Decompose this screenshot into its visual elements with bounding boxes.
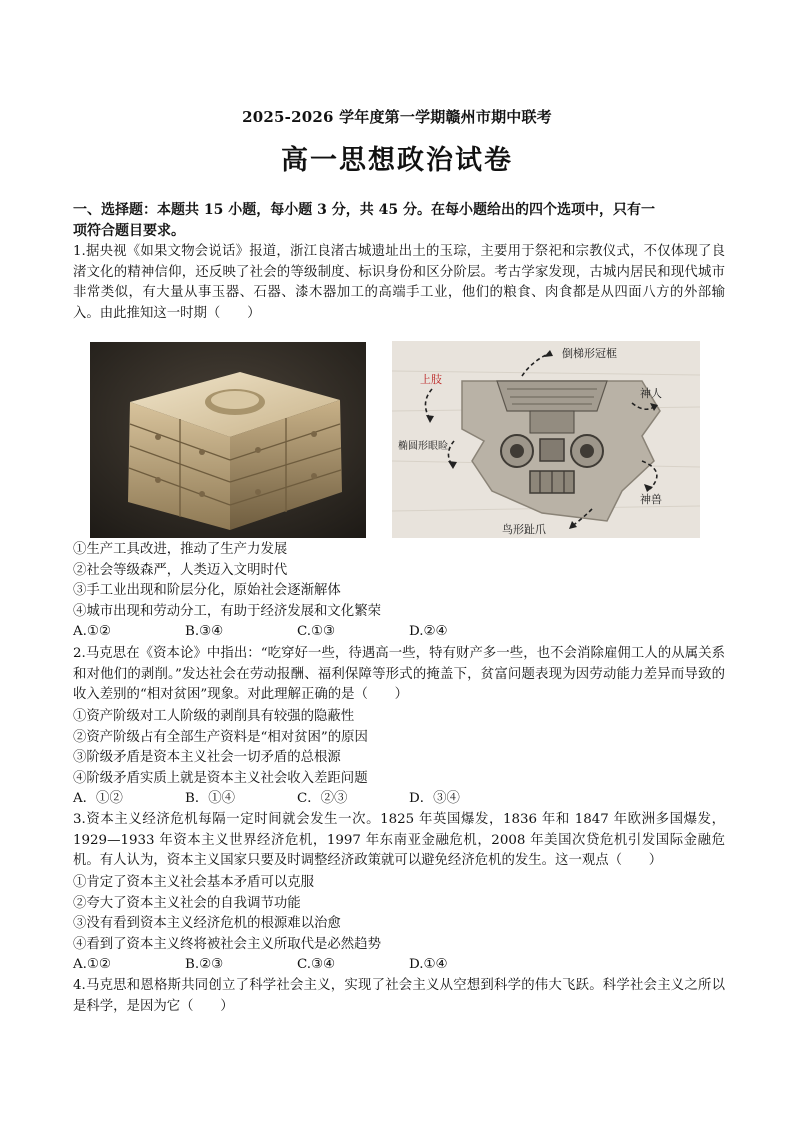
q2-choices — [73, 789, 725, 809]
q3-option-3: ③没有看到资本主义经济危机的根源难以治愈 — [73, 916, 341, 931]
q2-option-3: ③阶级矛盾是资本主义社会一切矛盾的总根源 — [73, 750, 341, 765]
q2-option-2: ②资产阶级占有全部生产资料是“相对贫困”的原因 — [73, 729, 368, 745]
q1-option-3: ③手工业出现和阶层分化，原始社会逐渐解体 — [73, 583, 341, 598]
jade-cong-photo — [90, 342, 366, 538]
label-deity: 神人 — [640, 387, 662, 400]
q2-choice-d[interactable]: D．③④ — [409, 791, 460, 806]
q3-choice-b[interactable]: B.②③ — [185, 957, 224, 972]
question-2-options — [73, 707, 725, 809]
question-4-stem: 4.马克思和恩格斯共同创立了科学社会主义，实现了社会主义从空想到科学的伟大飞跃。科学社会主义之所以是科学，是因为它（ ） — [73, 978, 725, 1014]
exam-title: 2025-2026 学年度第一学期赣州市期中联考 — [242, 108, 552, 126]
q3-option-4: ④看到了资本主义终将被社会主义所取代是必然趋势 — [73, 936, 381, 952]
q2-option-4: ④阶级矛盾实质上就是资本主义社会收入差距问题 — [73, 770, 368, 786]
q3-choice-a[interactable]: A.①② — [73, 957, 111, 972]
q1-choice-c[interactable]: C.①③ — [297, 624, 336, 639]
q1-choices — [73, 622, 725, 642]
section-heading-line2: 项符合题目要求。 — [73, 223, 185, 239]
q3-choices — [73, 955, 725, 975]
question-3-stem: 3.资本主义经济危机每隔一定时间就会发生一次。1825 年英国爆发，1836 年和 1847 年欧洲多国爆发，1929—1933 年资本主义世界经济危机，1997 年东南亚金融危机，2008 年美国次贷危机引发国际金融危机。有人认为，资本主义国家只要及时调整经济政策就可以避免经济危机的发生。这一观点（ ） — [73, 812, 725, 868]
q1-choice-a[interactable]: A.①② — [73, 624, 111, 639]
q1-choice-d[interactable]: D.②④ — [409, 624, 448, 639]
question-3-options — [73, 873, 725, 975]
question-2-stem: 2.马克思在《资本论》中指出：“吃穿好一些，待遇高一些，特有财产多一些，也不会消除雇佣工人的从属关系和对他们的剥削。”发达社会在劳动报酬、福利保障等形式的掩盖下，贫富问题表现为因劳动能力差异而导致的收入差别的“相对贫困”现象。对此理解正确的是（ ） — [73, 646, 725, 702]
q3-choice-d[interactable]: D.①④ — [409, 957, 448, 972]
q1-choice-b[interactable]: B.③④ — [185, 624, 224, 639]
label-trapezoid-crown: 倒梯形冠框 — [562, 347, 617, 360]
q1-option-4: ④城市出现和劳动分工，有助于经济发展和文化繁荣 — [73, 603, 381, 619]
question-1-stem: 1.据央视《如果文物会说话》报道，浙江良渚古城遗址出土的玉琮，主要用于祭祀和宗教仪式，不仅体现了良渚文化的精神信仰，还反映了社会的等级制度、标识身份和区分阶层。考古学家发现，古城内居民和现代城市非常类似，有大量从事玉器、石器、漆木器加工的高端手工业，他们的粮食、肉食都是从四面八方的外部输入。由此推知这一时期（ ） — [73, 244, 725, 321]
q3-option-2: ②夸大了资本主义社会的自我调节功能 — [73, 895, 301, 911]
label-oval-eyelid: 椭圆形眼睑 — [398, 441, 448, 452]
subject-title: 高一思想政治试卷 — [281, 145, 513, 176]
q2-choice-c[interactable]: C．②③ — [297, 791, 348, 806]
q3-option-1: ①肯定了资本主义社会基本矛盾可以克服 — [73, 875, 315, 890]
annotated-carving-figure — [392, 341, 700, 538]
question-1-options — [73, 540, 725, 642]
q3-choice-c[interactable]: C.③④ — [297, 957, 336, 972]
q2-choice-a[interactable]: A．①② — [73, 791, 123, 806]
q1-option-1: ①生产工具改进，推动了生产力发展 — [73, 542, 288, 557]
label-upper-limb: 上肢 — [420, 373, 442, 386]
q2-choice-b[interactable]: B．①④ — [185, 791, 236, 806]
q1-option-2: ②社会等级森严，人类迈入文明时代 — [73, 562, 288, 578]
q2-option-1: ①资产阶级对工人阶级的剥削具有较强的隐蔽性 — [73, 709, 355, 724]
label-beast: 神兽 — [640, 493, 662, 506]
section-heading-line1: 一、选择题：本题共 15 小题，每小题 3 分，共 45 分。在每小题给出的四个选项中，只有一 — [73, 202, 655, 218]
section-heading — [73, 200, 725, 242]
label-bird-claw: 鸟形趾爪 — [502, 523, 546, 536]
